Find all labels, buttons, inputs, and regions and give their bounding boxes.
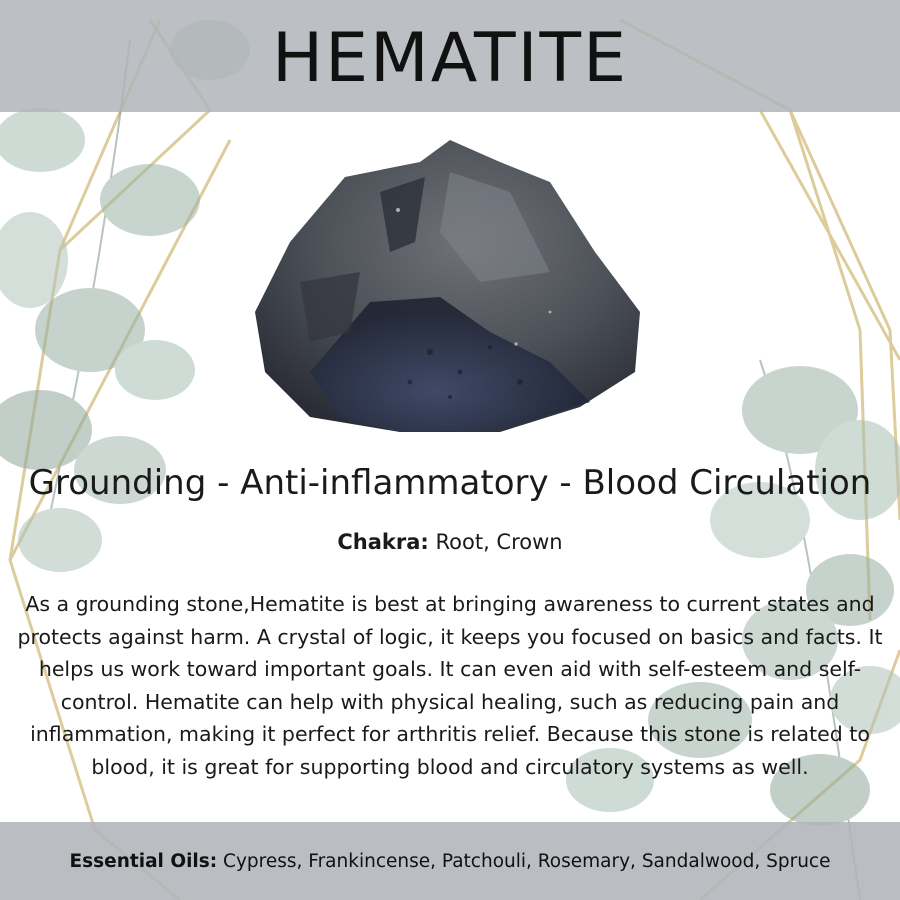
title-banner <box>0 0 900 112</box>
essential-oils-value: Cypress, Frankincense, Patchouli, Rosemary, Sandalwood, Spruce <box>217 850 831 872</box>
properties-subtitle: Grounding - Anti-inflammatory - Blood Circulation <box>28 463 872 503</box>
chakra-value: Root, Crown <box>428 530 563 554</box>
chakra-label: Chakra: <box>337 530 429 554</box>
essential-oils-line <box>70 851 831 872</box>
essential-oils-banner <box>0 822 900 900</box>
description-paragraph: As a grounding stone,Hematite is best at bringing awareness to current states and protects against harm. A crystal of logic, it keeps you focused on basics and facts. It helps us work toward important goals. It can even aid with self-esteem and self-control. Hematite can help with physical healing, such as reducing pain and inflammation, making it perfect for arthritis relief. Because this stone is related to blood, it is great for supporting blood and circulatory systems as well. <box>17 592 883 779</box>
page-title: HEMATITE <box>271 19 629 98</box>
chakra-line <box>0 530 900 554</box>
hematite-stone-image <box>250 132 642 444</box>
essential-oils-label: Essential Oils: <box>69 850 218 872</box>
